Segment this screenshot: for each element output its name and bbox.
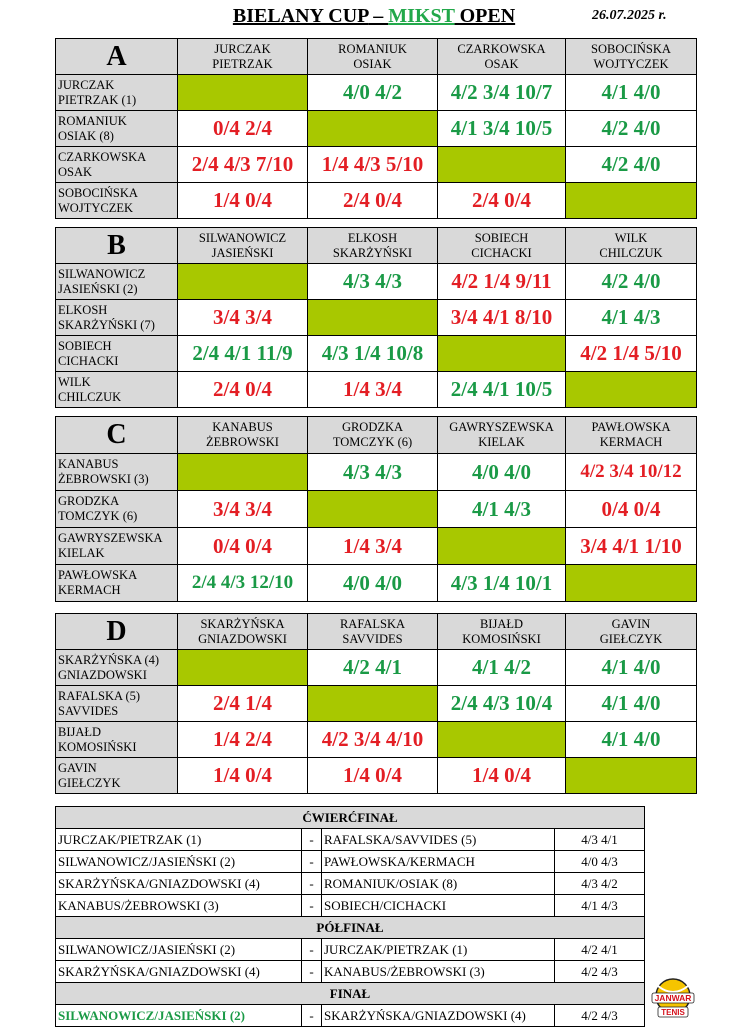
- column-header-line: JASIEŃSKI: [211, 245, 274, 260]
- self-match-cell: [178, 264, 308, 300]
- column-header-line: KIELAK: [478, 435, 525, 449]
- match-score: 1/4 0/4: [178, 183, 308, 219]
- self-match-cell: [308, 686, 438, 722]
- match-score: 0/4 0/4: [566, 491, 697, 528]
- match-score: 4/1 4/0: [566, 650, 697, 686]
- match-result: 4/0 4/3: [555, 851, 645, 873]
- row-team-name: [56, 758, 178, 794]
- team-a: SILWANOWICZ/JASIEŃSKI (2): [56, 939, 302, 961]
- self-match-cell: [566, 372, 697, 408]
- column-header-line: WILK: [614, 230, 648, 245]
- match-result: 4/3 4/2: [555, 873, 645, 895]
- match-result: 4/3 4/1: [555, 829, 645, 851]
- column-header-line: KANABUS: [212, 420, 273, 434]
- match-score: 3/4 4/1 8/10: [438, 300, 566, 336]
- column-header-line: BIJAŁD: [479, 616, 524, 631]
- column-header-line: JURCZAK: [214, 41, 271, 56]
- column-header-line: ROMANIUK: [338, 41, 407, 56]
- column-header-line: OSIAK: [353, 56, 392, 71]
- group-label: D: [56, 614, 178, 650]
- self-match-cell: [178, 454, 308, 491]
- versus-dash: -: [302, 829, 322, 851]
- match-score: 3/4 3/4: [178, 300, 308, 336]
- match-result: 4/2 4/3: [555, 961, 645, 983]
- team-b: PAWŁOWSKA/KERMACH: [322, 851, 555, 873]
- team-b: JURCZAK/PIETRZAK (1): [322, 939, 555, 961]
- column-header: [566, 417, 697, 454]
- match-score: 2/4 4/1 11/9: [178, 336, 308, 372]
- versus-dash: -: [302, 939, 322, 961]
- row-team-name-line: SOBIECH: [58, 338, 112, 353]
- match-score: 2/4 4/3 10/4: [438, 686, 566, 722]
- column-header: [438, 614, 566, 650]
- column-header: [308, 228, 438, 264]
- match-score: 4/3 1/4 10/1: [438, 565, 566, 602]
- match-result: 4/2 4/1: [555, 939, 645, 961]
- row-team-name: [56, 372, 178, 408]
- row-team-name-line: GNIAZDOWSKI: [58, 667, 147, 682]
- table-row: [56, 264, 697, 300]
- column-header-line: SOBIECH: [474, 230, 529, 245]
- row-team-name: [56, 264, 178, 300]
- column-header-line: CICHACKI: [471, 245, 532, 260]
- column-header-line: GAVIN: [611, 616, 651, 631]
- match-score: 4/1 3/4 10/5: [438, 111, 566, 147]
- match-score: 4/2 3/4 10/12: [566, 454, 697, 491]
- column-header: [178, 39, 308, 75]
- column-header-line: CHILCZUK: [599, 245, 663, 260]
- row-team-name-line: PAWŁOWSKA: [58, 568, 138, 582]
- column-header-line: TOMCZYK (6): [332, 435, 413, 449]
- column-header-line: PIETRZAK: [212, 56, 273, 71]
- match-score: 4/2 1/4 9/11: [438, 264, 566, 300]
- table-row: [56, 372, 697, 408]
- match-score: 0/4 0/4: [178, 528, 308, 565]
- table-row: [56, 147, 697, 183]
- match-score: 2/4 0/4: [178, 372, 308, 408]
- column-header: [178, 614, 308, 650]
- team-a: KANABUS/ŻEBROWSKI (3): [56, 895, 302, 917]
- team-a: JURCZAK/PIETRZAK (1): [56, 829, 302, 851]
- row-team-name: [56, 454, 178, 491]
- group-b-table: [55, 227, 697, 408]
- row-team-name-line: ROMANIUK: [58, 113, 127, 128]
- table-row: [56, 491, 697, 528]
- table-row: [56, 722, 697, 758]
- row-team-name: [56, 300, 178, 336]
- match-score: 2/4 0/4: [308, 183, 438, 219]
- column-header-line: RAFALSKA: [339, 616, 406, 631]
- match-score: 2/4 0/4: [438, 183, 566, 219]
- self-match-cell: [566, 183, 697, 219]
- match-score: 1/4 3/4: [308, 372, 438, 408]
- match-score: 4/2 4/0: [566, 264, 697, 300]
- column-header: [438, 417, 566, 454]
- match-score: 4/2 4/0: [566, 111, 697, 147]
- column-header: [308, 39, 438, 75]
- knockout-match-row: [56, 939, 645, 961]
- match-result: 4/2 4/3: [555, 1005, 645, 1027]
- table-row: [56, 565, 697, 602]
- group-d-table: [55, 613, 697, 794]
- self-match-cell: [438, 336, 566, 372]
- table-row: [56, 300, 697, 336]
- match-score: 4/0 4/2: [308, 75, 438, 111]
- row-team-name-line: SILWANOWICZ: [58, 266, 146, 281]
- row-team-name-line: ELKOSH: [58, 302, 108, 317]
- match-score: 2/4 4/3 12/10: [178, 565, 308, 602]
- table-row: [56, 686, 697, 722]
- team-a: SKARŻYŃSKA/GNIAZDOWSKI (4): [56, 873, 302, 895]
- column-header-line: SKARŻYŃSKA: [200, 616, 285, 631]
- title-dash: –: [368, 5, 389, 27]
- row-team-name: [56, 491, 178, 528]
- round-title: FINAŁ: [56, 983, 645, 1005]
- match-score: 4/0 4/0: [438, 454, 566, 491]
- match-score: 4/2 3/4 10/7: [438, 75, 566, 111]
- column-header-line: GIEŁCZYK: [599, 631, 663, 646]
- table-row: [56, 183, 697, 219]
- column-header: [438, 228, 566, 264]
- match-score: 2/4 4/1 10/5: [438, 372, 566, 408]
- match-score: 4/2 4/0: [566, 147, 697, 183]
- row-team-name-line: RAFALSKA (5): [58, 688, 141, 703]
- janwar-tenis-logo: [650, 976, 696, 1022]
- table-row: [56, 75, 697, 111]
- row-team-name-line: GRODZKA: [58, 494, 120, 508]
- match-score: 4/0 4/0: [308, 565, 438, 602]
- row-team-name: [56, 336, 178, 372]
- self-match-cell: [178, 75, 308, 111]
- column-header: [178, 417, 308, 454]
- match-score: 1/4 0/4: [178, 758, 308, 794]
- self-match-cell: [178, 650, 308, 686]
- table-row: [56, 454, 697, 491]
- title-open: OPEN: [454, 5, 516, 27]
- column-header-line: OSAK: [484, 56, 519, 71]
- match-score: 0/4 2/4: [178, 111, 308, 147]
- column-header-line: CZARKOWSKA: [457, 41, 546, 56]
- match-score: 2/4 4/3 7/10: [178, 147, 308, 183]
- versus-dash: -: [302, 895, 322, 917]
- row-team-name-line: CZARKOWSKA: [58, 149, 147, 164]
- row-team-name-line: GAWRYSZEWSKA: [58, 531, 163, 545]
- column-header-line: SAVVIDES: [342, 631, 403, 646]
- team-a: SILWANOWICZ/JASIEŃSKI (2): [56, 851, 302, 873]
- logo-text-bottom: TENIS: [661, 1008, 685, 1017]
- column-header-line: GAWRYSZEWSKA: [449, 420, 554, 434]
- group-label: A: [56, 39, 178, 75]
- logo-text-top: JANWAR: [654, 993, 692, 1003]
- row-team-name: [56, 686, 178, 722]
- column-header-line: GRODZKA: [341, 420, 404, 434]
- match-score: 4/3 4/3: [308, 264, 438, 300]
- row-team-name: [56, 722, 178, 758]
- row-team-name-line: KIELAK: [58, 546, 105, 560]
- row-team-name-line: CHILCZUK: [58, 389, 122, 404]
- round-title: PÓŁFINAŁ: [56, 917, 645, 939]
- row-team-name-line: ŻEBROWSKI (3): [58, 472, 149, 486]
- column-header-line: KOMOSIŃSKI: [462, 631, 541, 646]
- column-header-line: ELKOSH: [347, 230, 398, 245]
- versus-dash: -: [302, 873, 322, 895]
- column-header: [566, 228, 697, 264]
- column-header-line: PAWŁOWSKA: [591, 420, 671, 434]
- match-score: 1/4 4/3 5/10: [308, 147, 438, 183]
- row-team-name: [56, 111, 178, 147]
- column-header-line: KERMACH: [599, 435, 663, 449]
- column-header-line: WOJTYCZEK: [593, 56, 669, 71]
- team-b: SOBIECH/CICHACKI: [322, 895, 555, 917]
- match-score: 4/1 4/2: [438, 650, 566, 686]
- match-score: 2/4 1/4: [178, 686, 308, 722]
- knockout-match-row: [56, 829, 645, 851]
- row-team-name-line: OSIAK (8): [58, 128, 114, 143]
- row-team-name: [56, 528, 178, 565]
- group-label: C: [56, 417, 178, 454]
- row-team-name-line: PIETRZAK (1): [58, 92, 137, 107]
- versus-dash: -: [302, 1005, 322, 1027]
- knockout-table: [55, 806, 645, 1027]
- column-header: [178, 228, 308, 264]
- row-team-name-line: KOMOSIŃSKI: [58, 739, 137, 754]
- match-score: 4/1 4/3: [438, 491, 566, 528]
- column-header: [566, 39, 697, 75]
- match-score: 3/4 4/1 1/10: [566, 528, 697, 565]
- row-team-name-line: JASIEŃSKI (2): [58, 281, 138, 296]
- table-row: [56, 111, 697, 147]
- self-match-cell: [308, 491, 438, 528]
- match-score: 4/3 1/4 10/8: [308, 336, 438, 372]
- event-date: 26.07.2025 r.: [592, 8, 667, 23]
- match-score: 4/1 4/0: [566, 75, 697, 111]
- match-score: 4/1 4/0: [566, 686, 697, 722]
- row-team-name-line: GIEŁCZYK: [58, 775, 121, 790]
- knockout-match-row: [56, 895, 645, 917]
- match-score: 1/4 2/4: [178, 722, 308, 758]
- self-match-cell: [308, 300, 438, 336]
- knockout-match-row: [56, 961, 645, 983]
- row-team-name-line: SAVVIDES: [58, 703, 119, 718]
- row-team-name: [56, 183, 178, 219]
- column-header-line: SILWANOWICZ: [198, 230, 287, 245]
- versus-dash: -: [302, 851, 322, 873]
- group-c-table: [55, 416, 697, 602]
- row-team-name-line: SKARŻYŃSKA (4): [58, 652, 160, 667]
- match-score: 4/3 4/3: [308, 454, 438, 491]
- match-score: 4/2 3/4 4/10: [308, 722, 438, 758]
- versus-dash: -: [302, 961, 322, 983]
- group-label: B: [56, 228, 178, 264]
- row-team-name-line: WILK: [58, 374, 91, 389]
- match-score: 1/4 0/4: [308, 758, 438, 794]
- knockout-match-row: [56, 1005, 645, 1027]
- table-row: [56, 650, 697, 686]
- team-a: SILWANOWICZ/JASIEŃSKI (2): [56, 1005, 302, 1027]
- table-row: [56, 528, 697, 565]
- row-team-name-line: CICHACKI: [58, 353, 119, 368]
- team-b: RAFALSKA/SAVVIDES (5): [322, 829, 555, 851]
- row-team-name-line: KERMACH: [58, 583, 121, 597]
- row-team-name-line: JURCZAK: [58, 77, 115, 92]
- self-match-cell: [438, 147, 566, 183]
- row-team-name: [56, 565, 178, 602]
- column-header-line: GNIAZDOWSKI: [198, 631, 287, 646]
- column-header: [438, 39, 566, 75]
- row-team-name-line: KANABUS: [58, 457, 119, 471]
- row-team-name-line: SKARŻYŃSKI (7): [58, 317, 155, 332]
- row-team-name-line: WOJTYCZEK: [58, 200, 133, 215]
- row-team-name-line: OSAK: [58, 164, 93, 179]
- self-match-cell: [438, 722, 566, 758]
- row-team-name-line: SOBOCIŃSKA: [58, 185, 138, 200]
- self-match-cell: [566, 758, 697, 794]
- group-a-table: [55, 38, 697, 219]
- row-team-name: [56, 650, 178, 686]
- team-a: SKARŻYŃSKA/GNIAZDOWSKI (4): [56, 961, 302, 983]
- match-score: 4/1 4/3: [566, 300, 697, 336]
- knockout-match-row: [56, 851, 645, 873]
- row-team-name-line: BIJAŁD: [58, 724, 102, 739]
- self-match-cell: [566, 565, 697, 602]
- team-b: ROMANIUK/OSIAK (8): [322, 873, 555, 895]
- table-row: [56, 336, 697, 372]
- team-b: SKARŻYŃSKA/GNIAZDOWSKI (4): [322, 1005, 555, 1027]
- column-header: [566, 614, 697, 650]
- match-score: 4/2 4/1: [308, 650, 438, 686]
- row-team-name-line: TOMCZYK (6): [58, 509, 138, 523]
- match-score: 4/2 1/4 5/10: [566, 336, 697, 372]
- table-row: [56, 758, 697, 794]
- column-header: [308, 614, 438, 650]
- row-team-name-line: GAVIN: [58, 760, 97, 775]
- match-result: 4/1 4/3: [555, 895, 645, 917]
- column-header-line: SOBOCIŃSKA: [591, 41, 671, 56]
- title-cup: BIELANY CUP: [232, 5, 369, 27]
- match-score: 4/1 4/0: [566, 722, 697, 758]
- column-header: [308, 417, 438, 454]
- match-score: 1/4 3/4: [308, 528, 438, 565]
- self-match-cell: [438, 528, 566, 565]
- self-match-cell: [308, 111, 438, 147]
- match-score: 3/4 3/4: [178, 491, 308, 528]
- row-team-name: [56, 147, 178, 183]
- column-header-line: ŻEBROWSKI: [206, 435, 279, 449]
- row-team-name: [56, 75, 178, 111]
- round-title: ĆWIERĆFINAŁ: [56, 807, 645, 829]
- team-b: KANABUS/ŻEBROWSKI (3): [322, 961, 555, 983]
- knockout-match-row: [56, 873, 645, 895]
- page-header: [0, 4, 748, 28]
- match-score: 1/4 0/4: [438, 758, 566, 794]
- column-header-line: SKARŻYŃSKI: [332, 245, 413, 260]
- title-mikst: MIKST: [388, 5, 455, 27]
